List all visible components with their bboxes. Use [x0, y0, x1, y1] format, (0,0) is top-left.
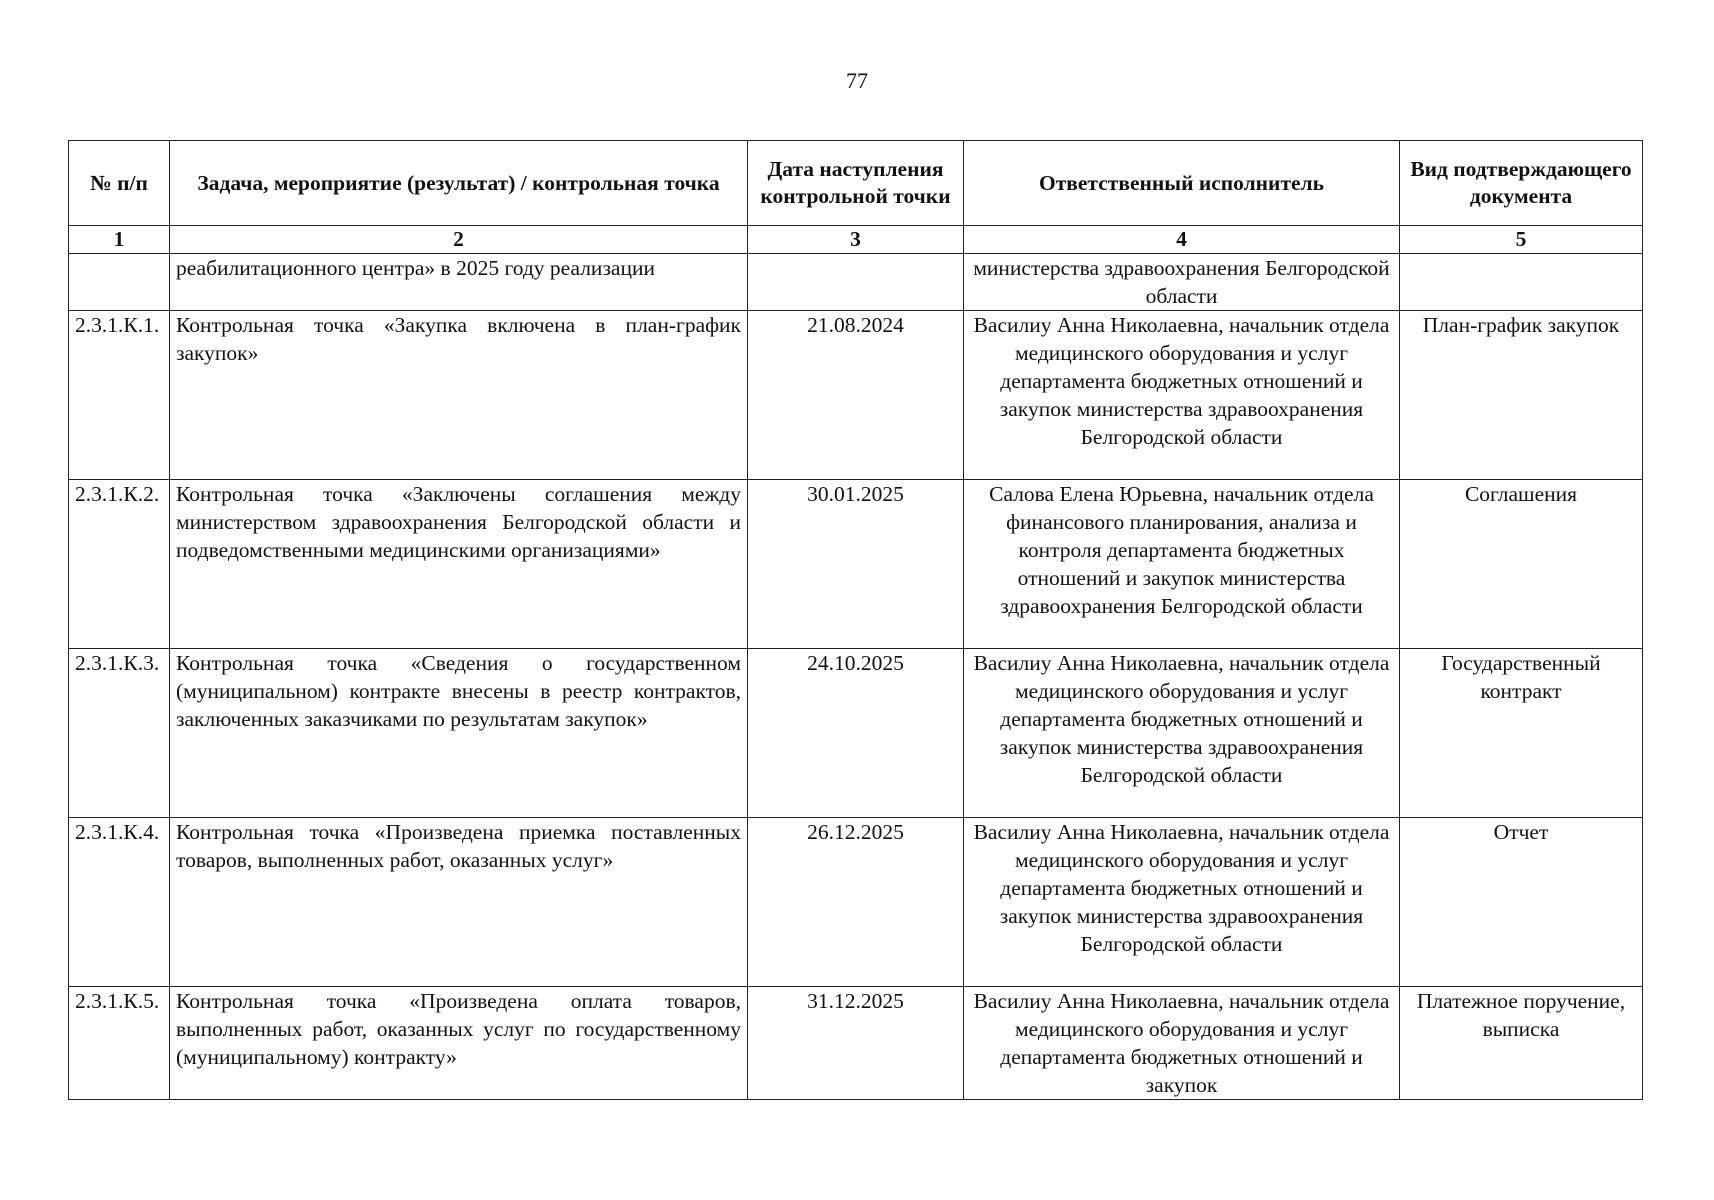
column-number: 1 [69, 226, 170, 254]
table-row [69, 480, 1643, 649]
row-document: Платежное поручение, выписка [1400, 987, 1643, 1100]
row-date: 31.12.2025 [748, 987, 964, 1100]
row-executor: Салова Елена Юрьевна, начальник отдела финансового планирования, анализа и контроля департамента бюджетных отношений и закупок министерства здравоохранения Белгородской области [964, 480, 1400, 649]
table-row [69, 311, 1643, 480]
row-document: План-график закупок [1400, 311, 1643, 480]
table-header-row [69, 141, 1643, 226]
header-task: Задача, мероприятие (результат) / контрольная точка [170, 141, 748, 226]
row-number: 2.3.1.К.3. [69, 649, 170, 818]
row-number: 2.3.1.К.4. [69, 818, 170, 987]
row-date [748, 254, 964, 311]
row-document: Соглашения [1400, 480, 1643, 649]
row-document: Отчет [1400, 818, 1643, 987]
header-date: Дата наступления контрольной точки [748, 141, 964, 226]
row-number: 2.3.1.К.5. [69, 987, 170, 1100]
row-task: Контрольная точка «Произведена оплата товаров, выполненных работ, оказанных услуг по государственному (муниципальному) контракту» [170, 987, 748, 1100]
row-executor: министерства здравоохранения Белгородской области [964, 254, 1400, 311]
column-number: 2 [170, 226, 748, 254]
control-points-table [68, 140, 1643, 1100]
row-date: 21.08.2024 [748, 311, 964, 480]
table-row [69, 818, 1643, 987]
row-task: Контрольная точка «Закупка включена в план-график закупок» [170, 311, 748, 480]
row-document [1400, 254, 1643, 311]
row-executor: Василиу Анна Николаевна, начальник отдела медицинского оборудования и услуг департамента бюджетных отношений и закупок министерства здравоохранения Белгородской области [964, 649, 1400, 818]
row-task: Контрольная точка «Сведения о государственном (муниципальном) контракте внесены в реестр контрактов, заключенных заказчиками по результатам закупок» [170, 649, 748, 818]
row-number: 2.3.1.К.2. [69, 480, 170, 649]
header-num: № п/п [69, 141, 170, 226]
row-executor: Василиу Анна Николаевна, начальник отдела медицинского оборудования и услуг департамента бюджетных отношений и закупок министерства здравоохранения Белгородской области [964, 311, 1400, 480]
table-row [69, 987, 1643, 1100]
row-date: 26.12.2025 [748, 818, 964, 987]
table-row [69, 254, 1643, 311]
row-document: Государственный контракт [1400, 649, 1643, 818]
header-executor: Ответственный исполнитель [964, 141, 1400, 226]
row-date: 30.01.2025 [748, 480, 964, 649]
column-number: 5 [1400, 226, 1643, 254]
column-number: 3 [748, 226, 964, 254]
page-number: 77 [846, 68, 868, 93]
row-task: реабилитационного центра» в 2025 году реализации [170, 254, 748, 311]
row-number: 2.3.1.К.1. [69, 311, 170, 480]
row-task: Контрольная точка «Произведена приемка поставленных товаров, выполненных работ, оказанных услуг» [170, 818, 748, 987]
header-document: Вид подтверждающего документа [1400, 141, 1643, 226]
row-number [69, 254, 170, 311]
row-task: Контрольная точка «Заключены соглашения между министерством здравоохранения Белгородской области и подведомственными медицинскими организациями» [170, 480, 748, 649]
table-row [69, 649, 1643, 818]
column-number-row [69, 226, 1643, 254]
row-executor: Василиу Анна Николаевна, начальник отдела медицинского оборудования и услуг департамента бюджетных отношений и закупок министерства здравоохранения Белгородской области [964, 818, 1400, 987]
column-number: 4 [964, 226, 1400, 254]
row-executor: Василиу Анна Николаевна, начальник отдела медицинского оборудования и услуг департамента бюджетных отношений и закупок [964, 987, 1400, 1100]
row-date: 24.10.2025 [748, 649, 964, 818]
